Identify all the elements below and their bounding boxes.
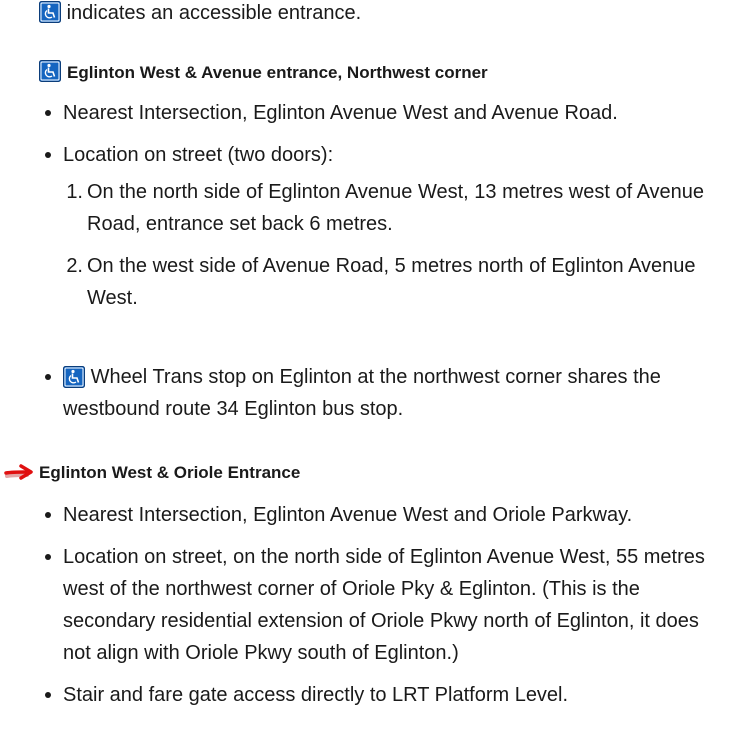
- step-item: 2. On the west side of Avenue Road, 5 metres north of Eglinton Avenue West.: [66, 255, 696, 309]
- section-list-oriole: [0, 499, 723, 711]
- section-list-avenue: [0, 97, 723, 314]
- red-arrow-icon: [4, 462, 34, 484]
- list-item: Stair and fare gate access directly to LRT Platform Level.: [63, 679, 723, 711]
- legend-line: [39, 0, 361, 26]
- legend-text: indicates an accessible entrance.: [66, 2, 362, 24]
- wheelchair-icon: [39, 60, 61, 82]
- list-item: Nearest Intersection, Eglinton Avenue West and Avenue Road.: [63, 97, 723, 129]
- wheelchair-icon: [39, 1, 61, 23]
- wheelchair-icon: [63, 366, 85, 388]
- list-item: Wheel Trans stop on Eglinton at the northwest corner shares the westbound route 34 Eglinton bus stop.: [63, 361, 723, 425]
- list-item: Location on street, on the north side of Eglinton Avenue West, 55 metres west of the northwest corner of Oriole Pky & Eglinton. (This is the secondary residential extension of Oriole Pkwy north of Eglinton, it does not align with Oriole Pkwy south of Eglinton.): [63, 541, 723, 669]
- step-item: 1. On the north side of Eglinton Avenue West, 13 metres west of Avenue Road, entrance set back 6 metres.: [66, 181, 705, 235]
- steps-list: [63, 176, 723, 314]
- list-item: Nearest Intersection, Eglinton Avenue West and Oriole Parkway.: [63, 499, 723, 531]
- section-title: Eglinton West & Oriole Entrance: [39, 463, 301, 482]
- section-heading-oriole: [39, 461, 300, 485]
- section-heading-avenue: [39, 60, 488, 85]
- section-note-avenue: [0, 361, 723, 425]
- list-item: Location on street (two doors): 1. On the north side of Eglinton Avenue West, 13 metres west of Avenue Road, entrance set back 6 metres. 2. On the west side of Avenue Road, 5 metres north of Eglinton Avenue West.: [63, 139, 723, 314]
- section-title: Eglinton West & Avenue entrance, Northwest corner: [67, 63, 488, 82]
